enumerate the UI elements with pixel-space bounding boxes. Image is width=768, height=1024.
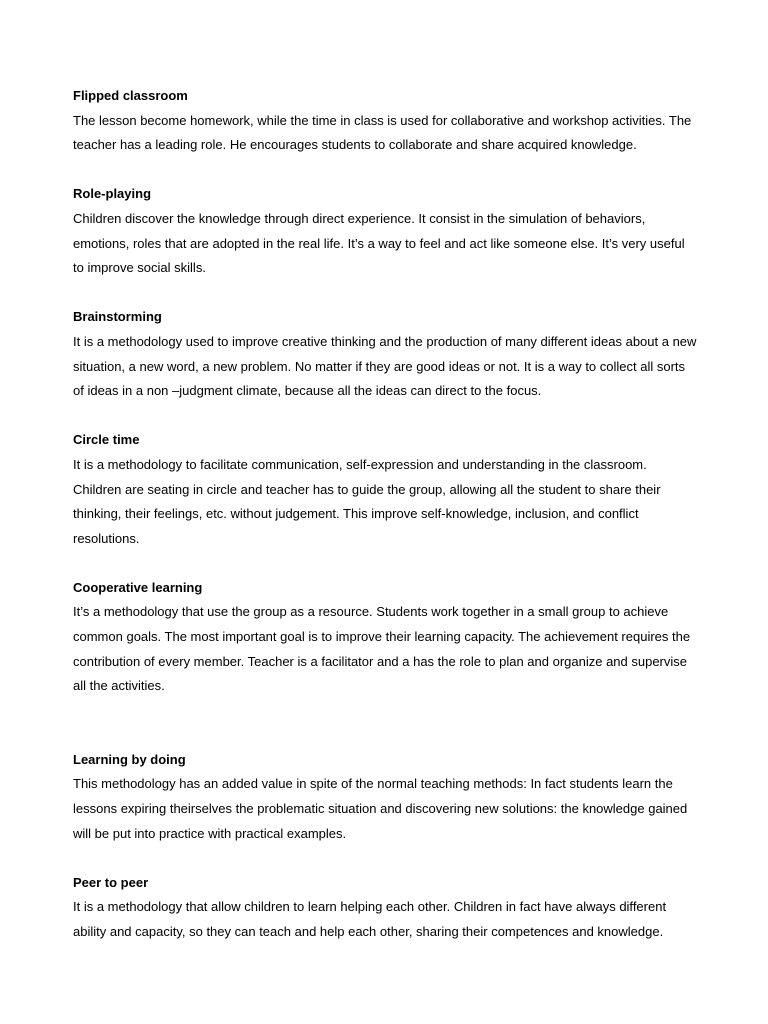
section-paragraph: It is a methodology to facilitate communication, self-expression and understanding in the classroom. Children are seating in circle and teacher has to guide the group, allowing all the student to share their thinking, their feelings, etc. without judgement. This improve self-knowledge, inclusion, and conflict resolutions. (73, 456, 661, 546)
paragraph-spacer (73, 404, 698, 429)
section-brainstorming (73, 305, 698, 403)
section-learning-by-doing (73, 748, 698, 846)
section-role-playing (73, 182, 698, 280)
paragraph-spacer (73, 158, 698, 183)
section-heading: Circle time (73, 432, 140, 448)
section-heading: Peer to peer (73, 874, 149, 890)
section-heading: Brainstorming (73, 309, 162, 325)
paragraph-spacer (73, 846, 698, 871)
section-heading: Learning by doing (73, 751, 186, 767)
section-peer-to-peer (73, 871, 698, 945)
paragraph-spacer (73, 281, 698, 306)
section-paragraph: This methodology has an added value in spite of the normal teaching methods: In fact students learn the lessons expiring theirselves the problematic situation and discovering new solutions: the knowledge gained will be put into practice with practical examples. (73, 776, 688, 841)
section-paragraph: It is a methodology used to improve creative thinking and the production of many different ideas about a new situation, a new word, a new problem. No matter if they are good ideas or not. It is a way to collect all sorts of ideas in a non –judgment climate, because all the ideas can direct to the focus. (73, 333, 697, 399)
section-paragraph: It is a methodology that allow children to learn helping each other. Children in fact have always different ability and capacity, so they can teach and help each other, sharing their competences and knowledge. (73, 899, 667, 939)
section-paragraph: Children discover the knowledge through direct experience. It consist in the simulation of behaviors, emotions, roles that are adopted in the real life. It’s a way to feel and act like someone else. It’s very useful to improve social skills. (73, 210, 685, 276)
section-heading: Role-playing (73, 186, 152, 202)
paragraph-spacer (73, 699, 698, 748)
paragraph-spacer (73, 551, 698, 576)
section-heading: Cooperative learning (73, 579, 203, 595)
section-circle-time (73, 428, 698, 551)
section-flipped-classroom (73, 84, 698, 158)
section-cooperative-learning (73, 576, 698, 699)
section-paragraph: It’s a methodology that use the group as a resource. Students work together in a small group to achieve common goals. The most important goal is to improve their learning capacity. The achievement requires the contribution of every member. Teacher is a facilitator and a has the role to plan and organize and supervise all the activities. (73, 604, 691, 694)
section-paragraph: The lesson become homework, while the time in class is used for collaborative and workshop activities. The teacher has a leading role. He encourages students to collaborate and share acquired knowledge. (73, 112, 692, 153)
section-heading: Flipped classroom (73, 88, 188, 103)
document-page (73, 84, 698, 945)
